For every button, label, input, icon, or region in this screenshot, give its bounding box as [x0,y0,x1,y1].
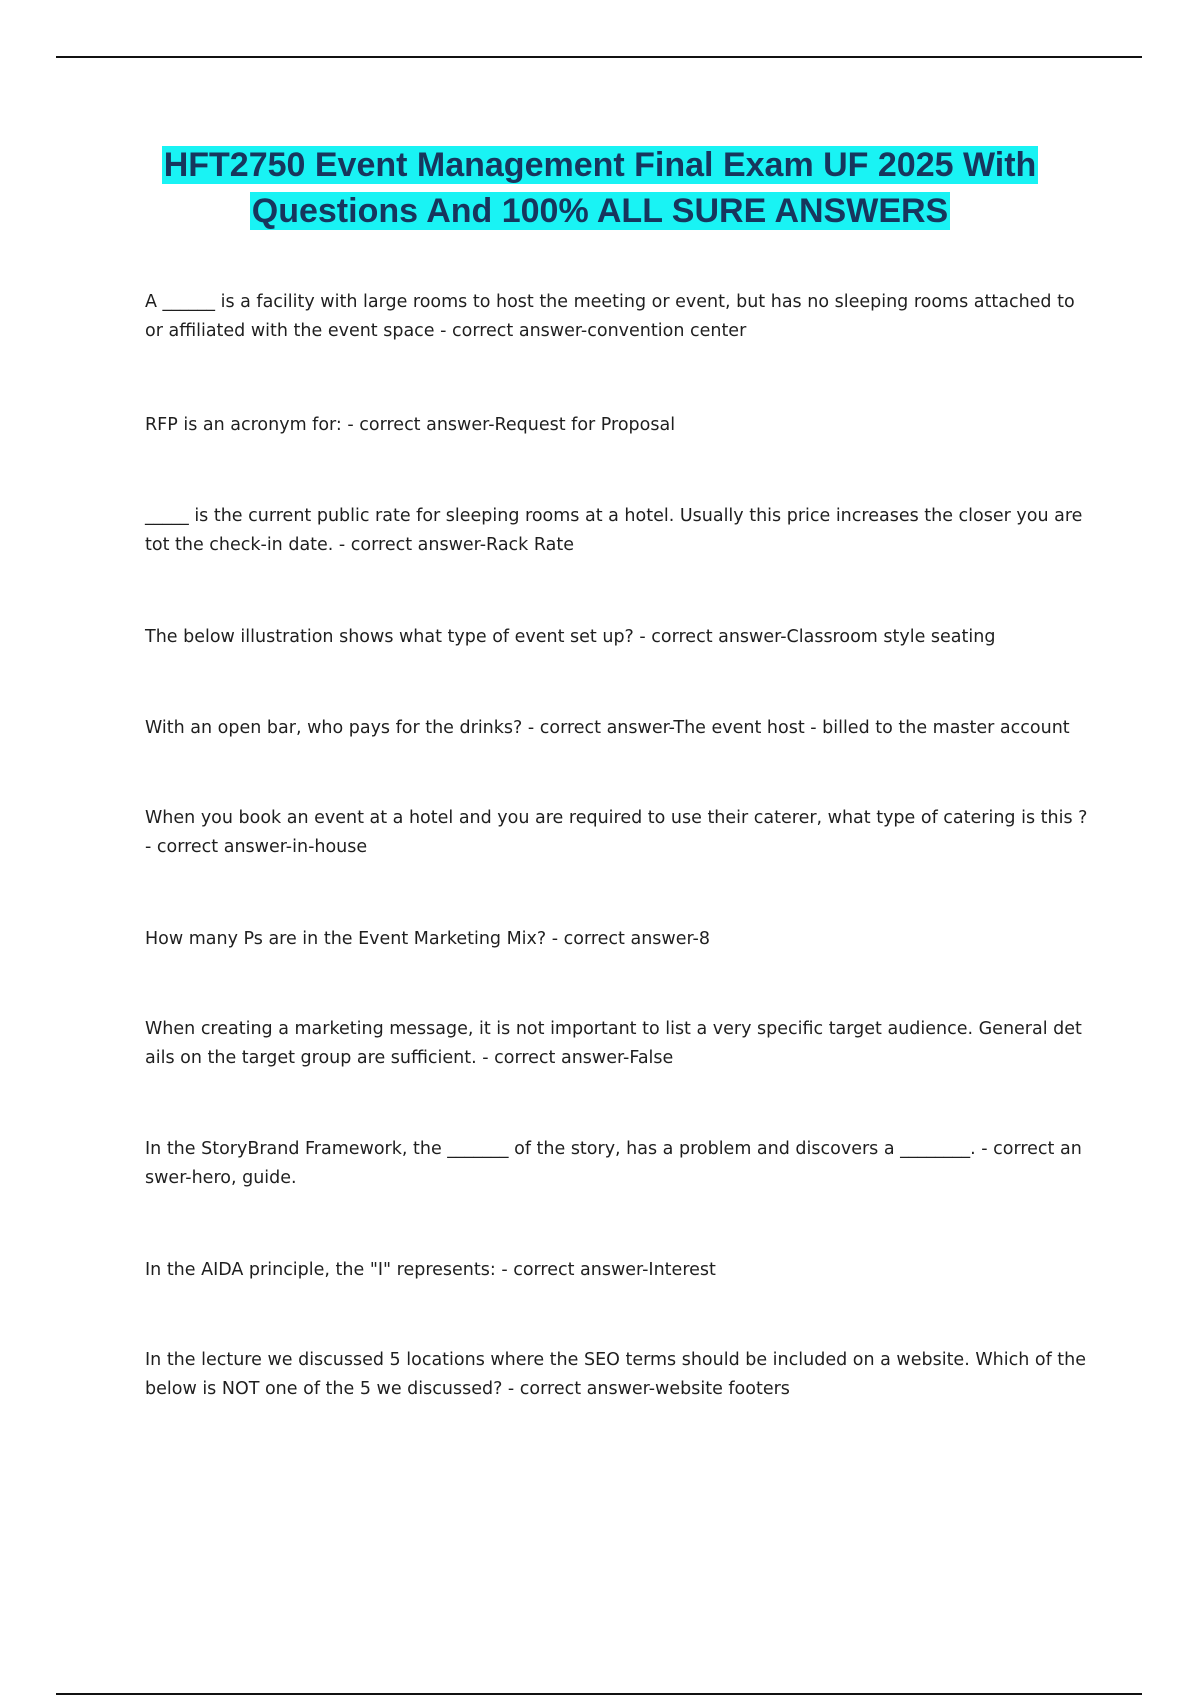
bottom-rule [56,1693,1142,1695]
question-6: When you book an event at a hotel and you are required to use their caterer, what type of catering is this ? - correct answer-in-house [145,808,1093,857]
document-title [110,142,1090,234]
question-5: With an open bar, who pays for the drinks? - correct answer-The event host - billed to the master account [145,718,1070,738]
question-3: _____ is the current public rate for sleeping rooms at a hotel. Usually this price increases the closer you are tot the check-in date. - correct answer-Rack Rate [145,506,1088,555]
question-2: RFP is an acronym for: - correct answer-Request for Proposal [145,415,676,435]
title-line-2: Questions And 100% ALL SURE ANSWERS [251,192,949,230]
question-8: When creating a marketing message, it is not important to list a very specific target audience. General details on the target group are sufficient. - correct answer-False [145,1019,1082,1068]
question-11: In the lecture we discussed 5 locations where the SEO terms should be included on a website. Which of the below is NOT one of the 5 we discussed? - correct answer-website footers [145,1350,1092,1399]
question-1: A ______ is a facility with large rooms to host the meeting or event, but has no sleeping rooms attached to or affiliated with the event space - correct answer-convention center [145,292,1081,341]
question-10: In the AIDA principle, the "I" represents: - correct answer-Interest [145,1260,716,1280]
question-7: How many Ps are in the Event Marketing Mix? - correct answer-8 [145,929,711,949]
question-9: In the StoryBrand Framework, the _______ of the story, has a problem and discovers a ________. - correct answer-hero, guide. [145,1139,1082,1188]
top-rule [56,56,1142,58]
question-4: The below illustration shows what type of event set up? - correct answer-Classroom style seating [145,627,996,647]
title-line-1: HFT2750 Event Management Final Exam UF 2025 With [163,146,1037,184]
